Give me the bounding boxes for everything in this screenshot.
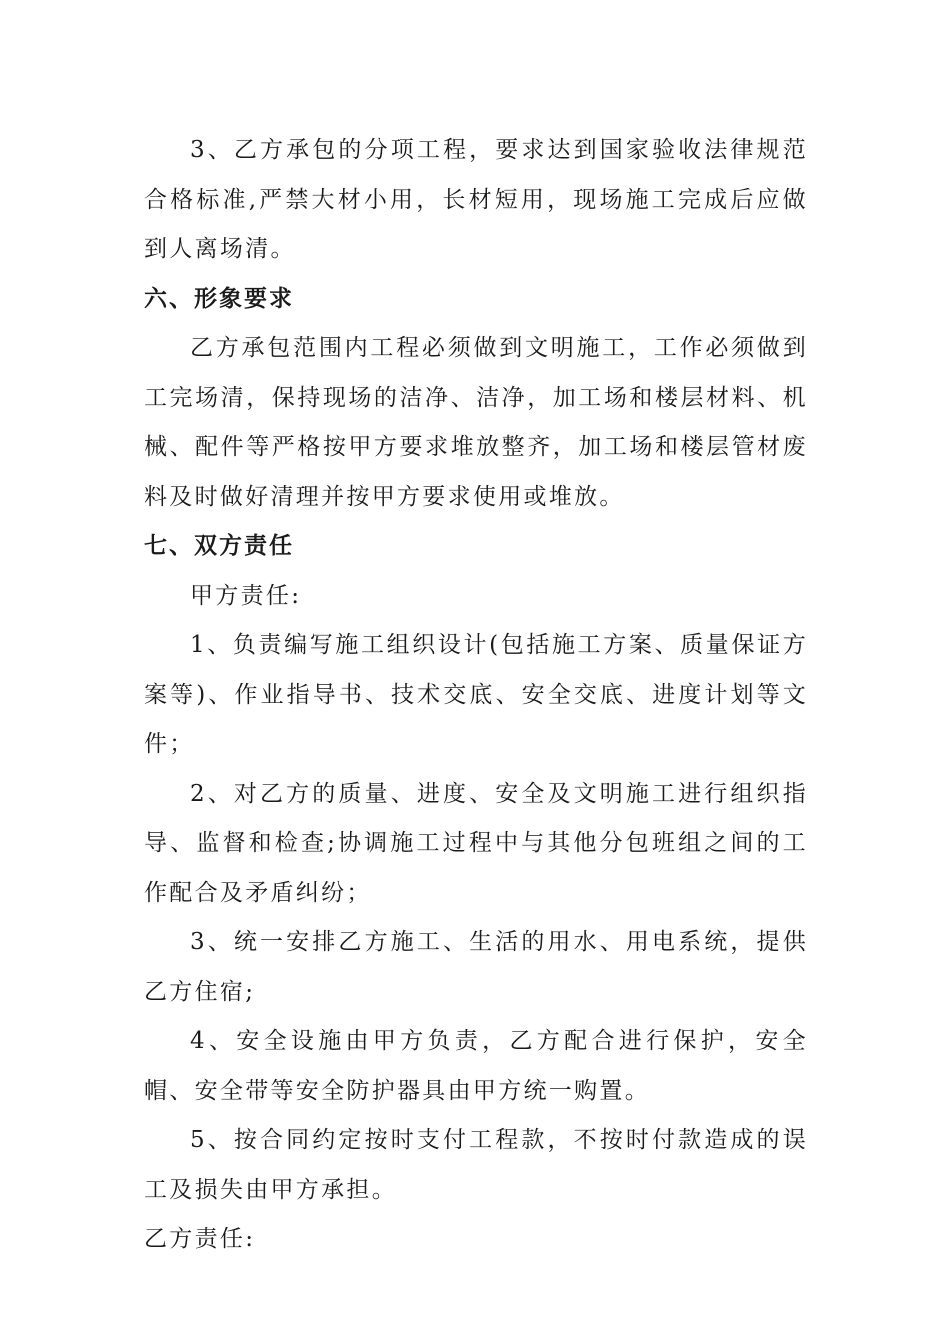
- clause-3-quality: 3、乙方承包的分项工程，要求达到国家验收法律规范合格标准,严禁大材小用，长材短用，现场施工完成后应做到人离场清。: [144, 137, 808, 262]
- section-heading-image-requirements: 六、形象要求: [144, 285, 294, 312]
- party-a-item-3: 3、统一安排乙方施工、生活的用水、用电系统，提供乙方住宿;: [144, 929, 808, 1005]
- party-a-item-1: 1、负责编写施工组织设计(包括施工方案、质量保证方案等)、作业指导书、技术交底、安全交底、进度计划等文件；: [144, 632, 808, 757]
- party-a-item-4: 4、安全设施由甲方负责，乙方配合进行保护，安全帽、安全带等安全防护器具由甲方统一购置。: [144, 1028, 808, 1104]
- party-a-item-5: 5、按合同约定按时支付工程款，不按时付款造成的误工及损失由甲方承担。: [144, 1127, 808, 1203]
- party-a-item-2: 2、对乙方的质量、进度、安全及文明施工进行组织指导、监督和检查;协调施工过程中与其他分包班组之间的工作配合及矛盾纠纷；: [144, 780, 808, 906]
- image-requirements-text: 乙方承包范围内工程必须做到文明施工，工作必须做到工完场清，保持现场的洁净、洁净，加工场和楼层材料、机械、配件等严格按甲方要求堆放整齐，加工场和楼层管材废料及时做好清理并按甲方要求使用或堆放。: [144, 335, 808, 510]
- document-body: [144, 126, 808, 1265]
- party-b-responsibilities-label: 乙方责任:: [144, 1226, 256, 1252]
- section-heading-responsibilities: 七、双方责任: [144, 533, 294, 559]
- party-a-responsibilities-label: 甲方责任:: [190, 582, 302, 609]
